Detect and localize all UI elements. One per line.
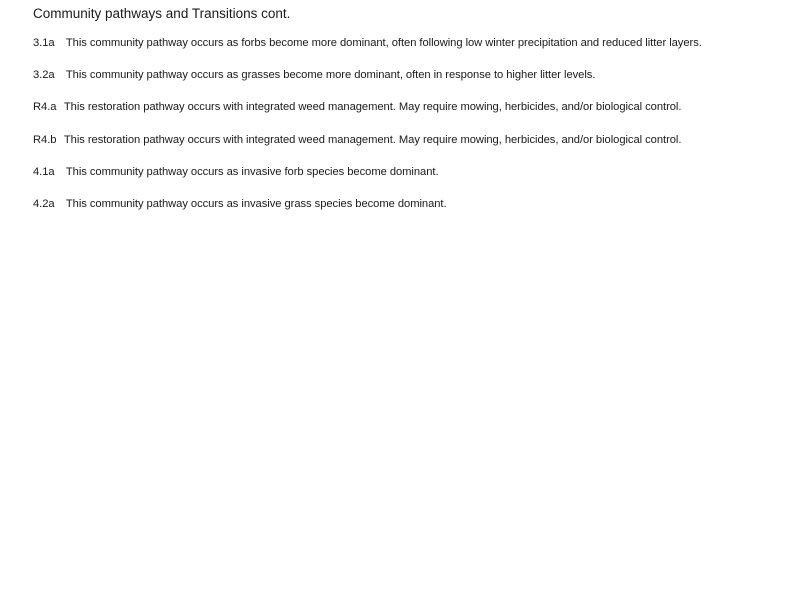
pathway-code: R4.a: [33, 101, 57, 114]
pathway-description: This restoration pathway occurs with integrated weed management. May require mowing, herbicides, and/or biological control.: [63, 133, 682, 146]
page-heading: Community pathways and Transitions cont.: [33, 6, 291, 21]
pathway-entry-3-2a: [33, 68, 800, 82]
pathway-description: This restoration pathway occurs with integrated weed management. May require mowing, herbicides, and/or biological control.: [63, 101, 682, 114]
pathway-entry-r4-a: [33, 100, 800, 114]
pathway-code: 4.1a: [33, 165, 55, 178]
pathway-entry-4-2a: [33, 197, 800, 211]
pathway-description: This community pathway occurs as invasive forb species become dominant.: [65, 165, 439, 178]
pathway-code: 3.1a: [33, 37, 55, 49]
pathway-code: R4.b: [33, 133, 57, 146]
pathway-entry-3-1a: [33, 36, 800, 50]
pathway-description: This community pathway occurs as invasive grass species become dominant.: [65, 197, 447, 210]
pathway-entry-r4-b: [33, 133, 800, 147]
pathway-description: This community pathway occurs as forbs become more dominant, often following low winter precipitation and reduced litter layers.: [65, 37, 702, 49]
pathway-code: 4.2a: [33, 197, 55, 210]
pathway-description: This community pathway occurs as grasses become more dominant, often in response to higher litter levels.: [65, 69, 596, 82]
pathway-list: [33, 36, 800, 211]
pathway-entry-4-1a: [33, 165, 800, 179]
pathway-code: 3.2a: [33, 69, 55, 82]
